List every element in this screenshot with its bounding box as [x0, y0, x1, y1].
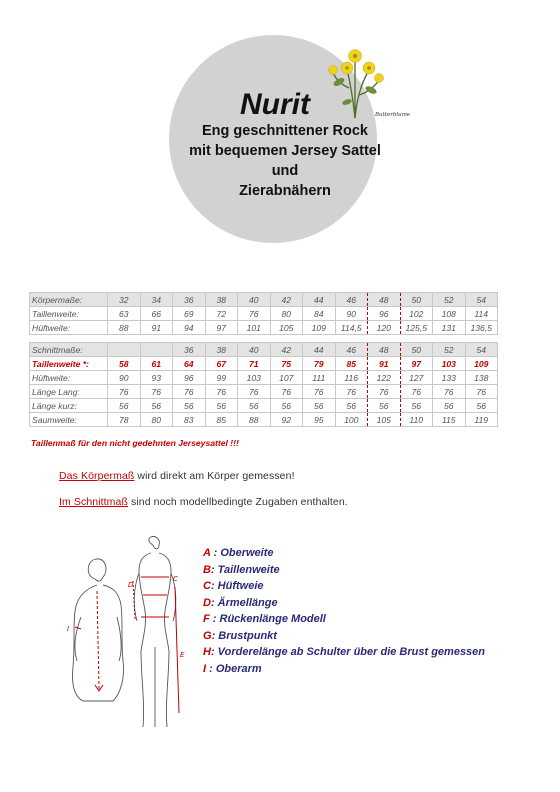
svg-text:I: I: [67, 625, 70, 633]
legend-item: [203, 578, 485, 595]
legend-text: : Brustpunkt: [211, 629, 277, 642]
table-cell: 109: [303, 321, 336, 335]
table-cell: 91: [368, 357, 401, 371]
pattern-subtitle: [170, 121, 400, 201]
table-cell: 85: [205, 413, 238, 427]
table-row: [30, 413, 498, 427]
table-cell: 119: [465, 413, 498, 427]
pattern-title: Nurit: [240, 88, 310, 121]
table-cell: 88: [108, 321, 141, 335]
buttercup-logo-icon: [325, 40, 411, 118]
table-cell: 56: [400, 399, 433, 413]
table-cell: 95: [303, 413, 336, 427]
legend-text: : Ärmellänge: [210, 596, 278, 609]
legend-key: I: [203, 662, 207, 675]
table-cell: 76: [368, 385, 401, 399]
table-cell: 56: [205, 399, 238, 413]
table-cell: 127: [400, 371, 433, 385]
table-cell: 100: [335, 413, 368, 427]
info-line-body-measure: [59, 470, 295, 482]
table-cell: 52: [433, 343, 466, 357]
table-cell: 80: [140, 413, 173, 427]
legend-item: [203, 595, 485, 612]
table-cell: 133: [433, 371, 466, 385]
table-row: [30, 293, 498, 307]
table-cell: 101: [238, 321, 271, 335]
table-cell: 76: [173, 385, 206, 399]
table-cell: 56: [368, 399, 401, 413]
table-cell: 56: [270, 399, 303, 413]
legend-key: B: [203, 563, 211, 576]
table-cell: 76: [238, 385, 271, 399]
table-cell: 109: [465, 357, 498, 371]
table-cell: 103: [433, 357, 466, 371]
table-cell: 76: [465, 385, 498, 399]
table-row: [30, 307, 498, 321]
legend-text: : Oberweite: [210, 547, 274, 559]
table-cell: 97: [205, 321, 238, 335]
row-label: Körpermaße:: [30, 293, 108, 307]
table-cell: 78: [108, 413, 141, 427]
row-label: Länge Lang:: [30, 385, 108, 399]
table-cell: 90: [335, 307, 368, 321]
table-cell: 56: [140, 399, 173, 413]
legend-item: [203, 545, 485, 562]
subtitle-line: und: [271, 163, 299, 179]
table-cell: 48: [368, 343, 401, 357]
table-cell: 76: [335, 385, 368, 399]
table-cell: 42: [270, 293, 303, 307]
table-cell: 76: [140, 385, 173, 399]
info-highlight: Im Schnittmaß: [59, 496, 128, 508]
table-cell: 93: [140, 371, 173, 385]
table-cell: 125,5: [400, 321, 433, 335]
body-measurement-figure: [55, 537, 195, 737]
subtitle-line: Zierabnähern: [239, 183, 331, 199]
table-cell: 76: [303, 385, 336, 399]
logo-text: Butterblume: [375, 112, 411, 118]
table-cell: 90: [108, 371, 141, 385]
table-cell: 56: [433, 399, 466, 413]
table-cell: 76: [270, 385, 303, 399]
table-cell: 42: [270, 343, 303, 357]
svg-text:D: D: [128, 581, 134, 589]
table-cell: 99: [205, 371, 238, 385]
legend-key: A: [203, 547, 211, 559]
row-label: Taillenweite:: [30, 307, 108, 321]
table-cell: 56: [173, 399, 206, 413]
legend-text: : Taillenweite: [210, 563, 280, 576]
table-cell: 116: [335, 371, 368, 385]
table-cell: 76: [108, 385, 141, 399]
table-cell: 115: [433, 413, 466, 427]
table-cell: 64: [173, 357, 206, 371]
legend-text: : Hüftweie: [210, 580, 264, 592]
table-cell: 54: [465, 293, 498, 307]
table-cell: 136,5: [465, 321, 498, 335]
table-cell: 67: [205, 357, 238, 371]
table-cell: 79: [303, 357, 336, 371]
table-cell: 63: [108, 307, 141, 321]
table-cell: [108, 343, 141, 357]
table-cell: 131: [433, 321, 466, 335]
legend-item: [203, 661, 485, 678]
table-cell: 84: [303, 307, 336, 321]
legend-text: : Vorderelänge ab Schulter über die Brust gemessen: [210, 646, 486, 658]
table-cell: 83: [173, 413, 206, 427]
row-label: Saumweite:: [30, 413, 108, 427]
legend-text: : Oberarm: [206, 662, 262, 675]
table-cell: 46: [335, 343, 368, 357]
table-cell: 76: [238, 307, 271, 321]
table-cell: 114: [465, 307, 498, 321]
row-label: Hüftweite:: [30, 371, 108, 385]
size-table: [29, 292, 498, 427]
table-cell: 105: [368, 413, 401, 427]
table-cell: 71: [238, 357, 271, 371]
measurement-legend: [203, 545, 485, 677]
table-cell: 76: [400, 385, 433, 399]
table-cell: 96: [173, 371, 206, 385]
table-cell: 38: [205, 343, 238, 357]
row-label: Taillenweite *:: [30, 357, 108, 371]
table-cell: 36: [173, 293, 206, 307]
table-cell: 56: [238, 399, 271, 413]
row-label: Schnittmaße:: [30, 343, 108, 357]
legend-key: G: [203, 629, 212, 642]
table-row: [30, 321, 498, 335]
table-cell: 75: [270, 357, 303, 371]
table-cell: 52: [433, 293, 466, 307]
legend-key: H: [203, 646, 211, 658]
legend-item: [203, 644, 485, 661]
table-cell: 58: [108, 357, 141, 371]
table-row: [30, 385, 498, 399]
table-cell: 111: [303, 371, 336, 385]
table-cell: 102: [400, 307, 433, 321]
table-footnote: Taillenmaß für den nicht gedehnten Jerseysattel !!!: [31, 438, 239, 448]
table-cell: 91: [140, 321, 173, 335]
legend-key: C: [203, 580, 211, 592]
table-cell: 114,5: [335, 321, 368, 335]
info-highlight: Das Körpermaß: [59, 470, 135, 482]
table-cell: 120: [368, 321, 401, 335]
table-row: [30, 371, 498, 385]
table-cell: 44: [303, 293, 336, 307]
table-cell: 50: [400, 343, 433, 357]
legend-item: [203, 562, 485, 579]
table-cell: 138: [465, 371, 498, 385]
table-cell: 40: [238, 343, 271, 357]
table-cell: 56: [335, 399, 368, 413]
table-cell: [140, 343, 173, 357]
legend-item: [203, 611, 485, 628]
table-cell: 69: [173, 307, 206, 321]
table-cell: 108: [433, 307, 466, 321]
table-cell: 50: [400, 293, 433, 307]
table-cell: 85: [335, 357, 368, 371]
table-cell: 66: [140, 307, 173, 321]
info-text: wird direkt am Körper gemessen!: [134, 470, 295, 482]
table-row: [30, 343, 498, 357]
table-cell: 44: [303, 343, 336, 357]
table-cell: 36: [173, 343, 206, 357]
table-cell: 56: [465, 399, 498, 413]
table-cell: 80: [270, 307, 303, 321]
table-cell: 72: [205, 307, 238, 321]
legend-item: [203, 628, 485, 645]
row-label: Hüftweite:: [30, 321, 108, 335]
legend-text: : Rückenlänge Modell: [209, 613, 326, 625]
table-cell: 110: [400, 413, 433, 427]
table-cell: 48: [368, 293, 401, 307]
table-cell: 97: [400, 357, 433, 371]
table-cell: 105: [270, 321, 303, 335]
table-cell: 96: [368, 307, 401, 321]
table-cell: 46: [335, 293, 368, 307]
table-spacer: [30, 335, 498, 343]
table-cell: 34: [140, 293, 173, 307]
table-cell: 76: [433, 385, 466, 399]
svg-text:C: C: [173, 575, 178, 583]
table-row: [30, 399, 498, 413]
svg-text:E: E: [180, 651, 185, 659]
subtitle-line: mit bequemen Jersey Sattel: [189, 143, 381, 159]
info-text: sind noch modellbedingte Zugaben enthalten.: [127, 496, 348, 508]
table-cell: 56: [303, 399, 336, 413]
info-line-pattern-measure: [59, 496, 348, 508]
subtitle-line: Eng geschnittener Rock: [202, 123, 368, 139]
table-cell: 88: [238, 413, 271, 427]
legend-key: D: [203, 596, 211, 609]
table-cell: 61: [140, 357, 173, 371]
row-label: Länge kurz:: [30, 399, 108, 413]
table-cell: 94: [173, 321, 206, 335]
table-cell: 76: [205, 385, 238, 399]
table-cell: 122: [368, 371, 401, 385]
table-cell: 40: [238, 293, 271, 307]
table-cell: 56: [108, 399, 141, 413]
table-cell: 107: [270, 371, 303, 385]
table-cell: 103: [238, 371, 271, 385]
table-row: [30, 357, 498, 371]
table-cell: 92: [270, 413, 303, 427]
legend-key: F: [203, 613, 210, 625]
table-cell: 32: [108, 293, 141, 307]
table-cell: 38: [205, 293, 238, 307]
table-cell: 54: [465, 343, 498, 357]
